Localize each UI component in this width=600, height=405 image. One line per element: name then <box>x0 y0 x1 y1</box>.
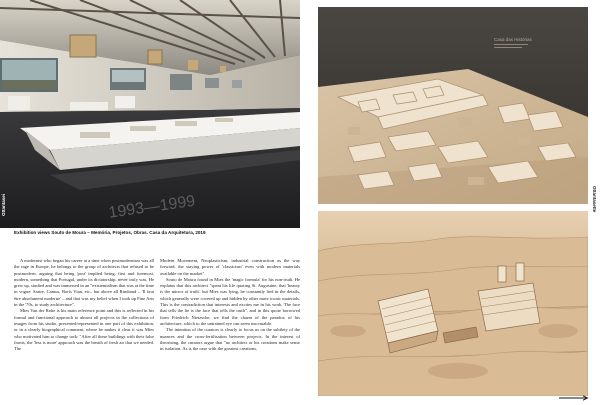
paragraph: Souto de Moura found in Mies the 'magic formula' for his non-truth. He explains that this architect "spent his life quoting St. Augustine, that 'beauty is the mirror of truth', but Mies was lying, he constantly lied in the details, which generally were covered up and hidden by other more iconic materials. This is the contradiction that interests and excites me in his work. The face that tells the lie is the face that tells the truth", and in this quote borrowed from Friedrich Nietzsche, we find the charm of the paradox of his architecture, which to the untrained eye can seem inscrutable. <box>160 276 300 326</box>
paragraph: Mies Van der Rohe is his main reference point and this is reflected in his formal and functional approach to almost all projects in the collections of images from his studio, presented/represented in one part of this exhibition, or in a clearly biographical comment, where he makes it clear it was Mies who motivated him to change tack: "After all these buildings with their false fronts, the 'less is more' approach was the breath of fresh air that we needed. The <box>14 308 154 352</box>
paragraph: A modernist who began his career at a time when postmodernism was all the rage in Europe, he belongs to the group of architects that refused to be postmodern, arguing that being 'post' implied being, first and foremost, modern, something that Portugal, under its dictatorship, never truly was. He grew up, studied and was immersed in an "existentialism that was at the time in vogue: Sartre, Camus, Boris Vian, etc., but above all Rimbaud – 'Il faut être absolument moderne' – and that was my belief when I took up Fine Arts in the '70s, to study architecture". <box>14 258 154 308</box>
model-photo-top <box>318 7 588 204</box>
text-column-2 <box>160 258 300 352</box>
page-number-left: Ottantasei <box>1 193 6 216</box>
page-number-right: Ottantasette <box>592 186 597 213</box>
text-column-1 <box>14 258 154 352</box>
exhibition-photo <box>0 0 300 228</box>
floor-year-text: 1993—1999 <box>107 192 197 222</box>
paragraph: Modern Movement, Neoplasticism, industrial construction as the way forward, the staying power of 'classicism' even with modern materials available on the market". <box>160 258 300 276</box>
wall-label: Casa das Histórias <box>494 37 532 42</box>
next-page-arrow-icon <box>559 395 589 401</box>
photo-caption: Exhibition views Souto de Moura – Memória, Projetos, Obras. Casa da Arquitetura, 2019 <box>14 230 206 235</box>
paragraph: The intention of the curators is clearly to focus us on the subtlety of the nuances and the cross-fertilisation between projects. In the interest of theorising, the curators argue that "no architect or his creations make sense in isolation. As is the case with the greatest creations, <box>160 327 300 352</box>
model-photo-bottom <box>318 211 588 396</box>
